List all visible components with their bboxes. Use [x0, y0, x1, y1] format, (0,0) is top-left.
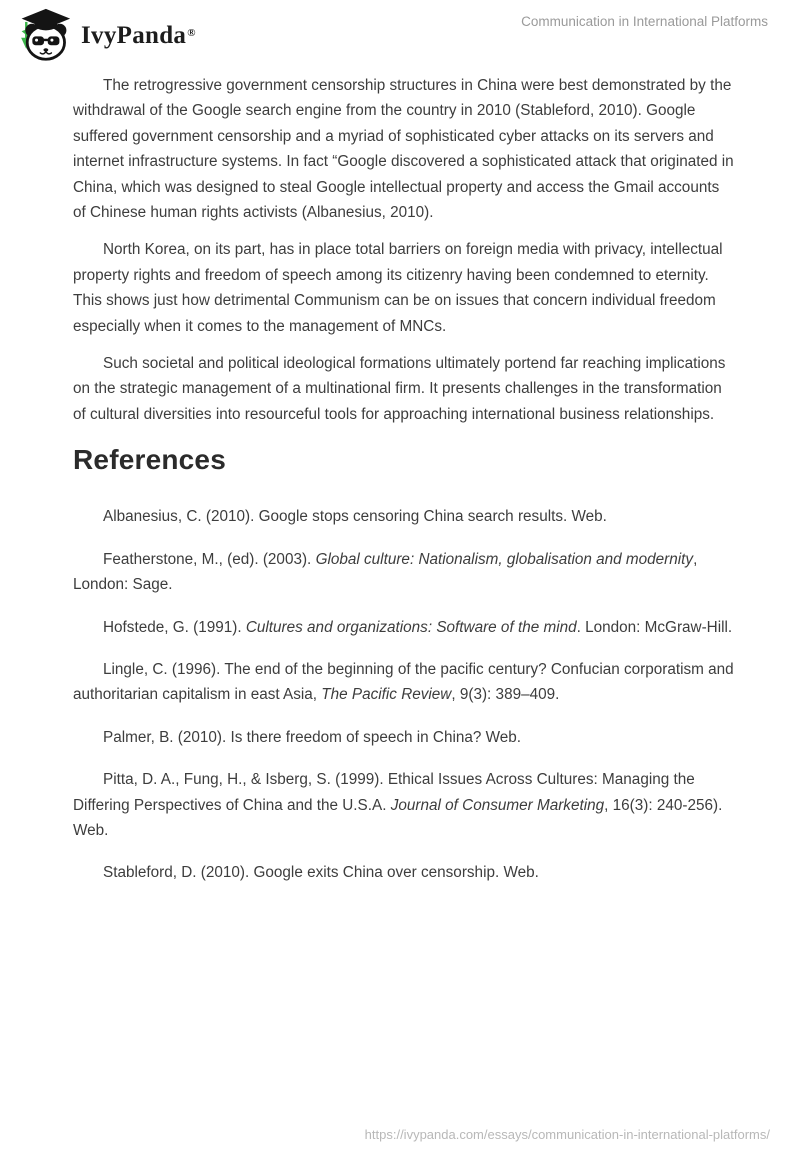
paragraphs-container: [73, 73, 736, 427]
source-url[interactable]: https://ivypanda.com/essays/communication-in-international-platforms/: [364, 1127, 770, 1142]
reference-text: , 16(3): 240-256). Web.: [73, 796, 723, 839]
references-heading: References: [73, 444, 226, 476]
reference-text: Pitta, D. A., Fung, H., & Isberg, S. (1999). Ethical Issues Across Cultures: Managing the Differing Perspectives of China and the U.S.A.: [73, 771, 695, 814]
reference-title-italic: Cultures and organizations: Software of the mind: [245, 618, 577, 636]
reference-item: [73, 725, 736, 750]
reference-item: [73, 547, 736, 598]
reference-item: [73, 657, 736, 708]
reference-text: , London: Sage.: [73, 550, 698, 594]
brand-name-block: [81, 23, 195, 48]
references-list: [73, 504, 736, 885]
document-title: Communication in International Platforms: [521, 14, 768, 29]
brand: [14, 7, 195, 63]
reference-text: Palmer, B. (2010). Is there freedom of speech in China? Web.: [103, 728, 522, 746]
reference-text: Lingle, C. (1996). The end of the beginning of the pacific century? Confucian corporatism and authoritarian capitalism in east Asia,: [73, 660, 734, 704]
reference-title-italic: Global culture: Nationalism, globalisation and modernity: [315, 550, 694, 568]
reference-item: [73, 615, 736, 640]
reference-item: [73, 767, 736, 843]
reference-text: , 9(3): 389–409.: [451, 686, 560, 704]
essay-paragraph: Such societal and political ideological formations ultimately portend far reaching implications on the strategic management of a multinational firm. It presents challenges in the transformation of cultural diversities into resourceful tools for approaching international business relationships.: [73, 355, 726, 423]
reference-text: Albanesius, C. (2010). Google stops censoring China search results. Web.: [103, 508, 607, 526]
reference-text: Featherstone, M., (ed). (2003).: [103, 550, 316, 568]
essay-paragraph: The retrogressive government censorship structures in China were best demonstrated by the withdrawal of the Google search engine from the country in 2010 (Stableford, 2010). Google suffered government censorship and a myriad of sophisticated cyber attacks on its servers and internet infrastructure systems. In fact “Google discovered a sophisticated attack that originated in China, which was designed to steal Google intellectual property and access the Gmail accounts of Chinese human rights activists (Albanesius, 2010).: [73, 77, 734, 222]
reference-text: Stableford, D. (2010). Google exits China over censorship. Web.: [103, 864, 539, 882]
reference-title-italic: The Pacific Review: [321, 686, 452, 704]
reference-item: [73, 860, 736, 885]
reference-item: [73, 504, 736, 529]
essay-content: [73, 73, 736, 903]
essay-paragraph: North Korea, on its part, has in place total barriers on foreign media with privacy, intellectual property rights and freedom of speech among its citizenry having been condemned to eternity. This shows just how detrimental Communism can be on issues that concern individual freedom especially when it comes to the management of MNCs.: [73, 241, 723, 335]
reference-text: Hofstede, G. (1991).: [103, 618, 246, 636]
reference-text: . London: McGraw-Hill.: [576, 618, 733, 636]
brand-name: IvyPanda: [81, 21, 187, 49]
panda-graduate-icon: [14, 7, 74, 63]
registered-trademark: ®: [187, 27, 196, 40]
reference-title-italic: Journal of Consumer Marketing: [390, 796, 605, 814]
